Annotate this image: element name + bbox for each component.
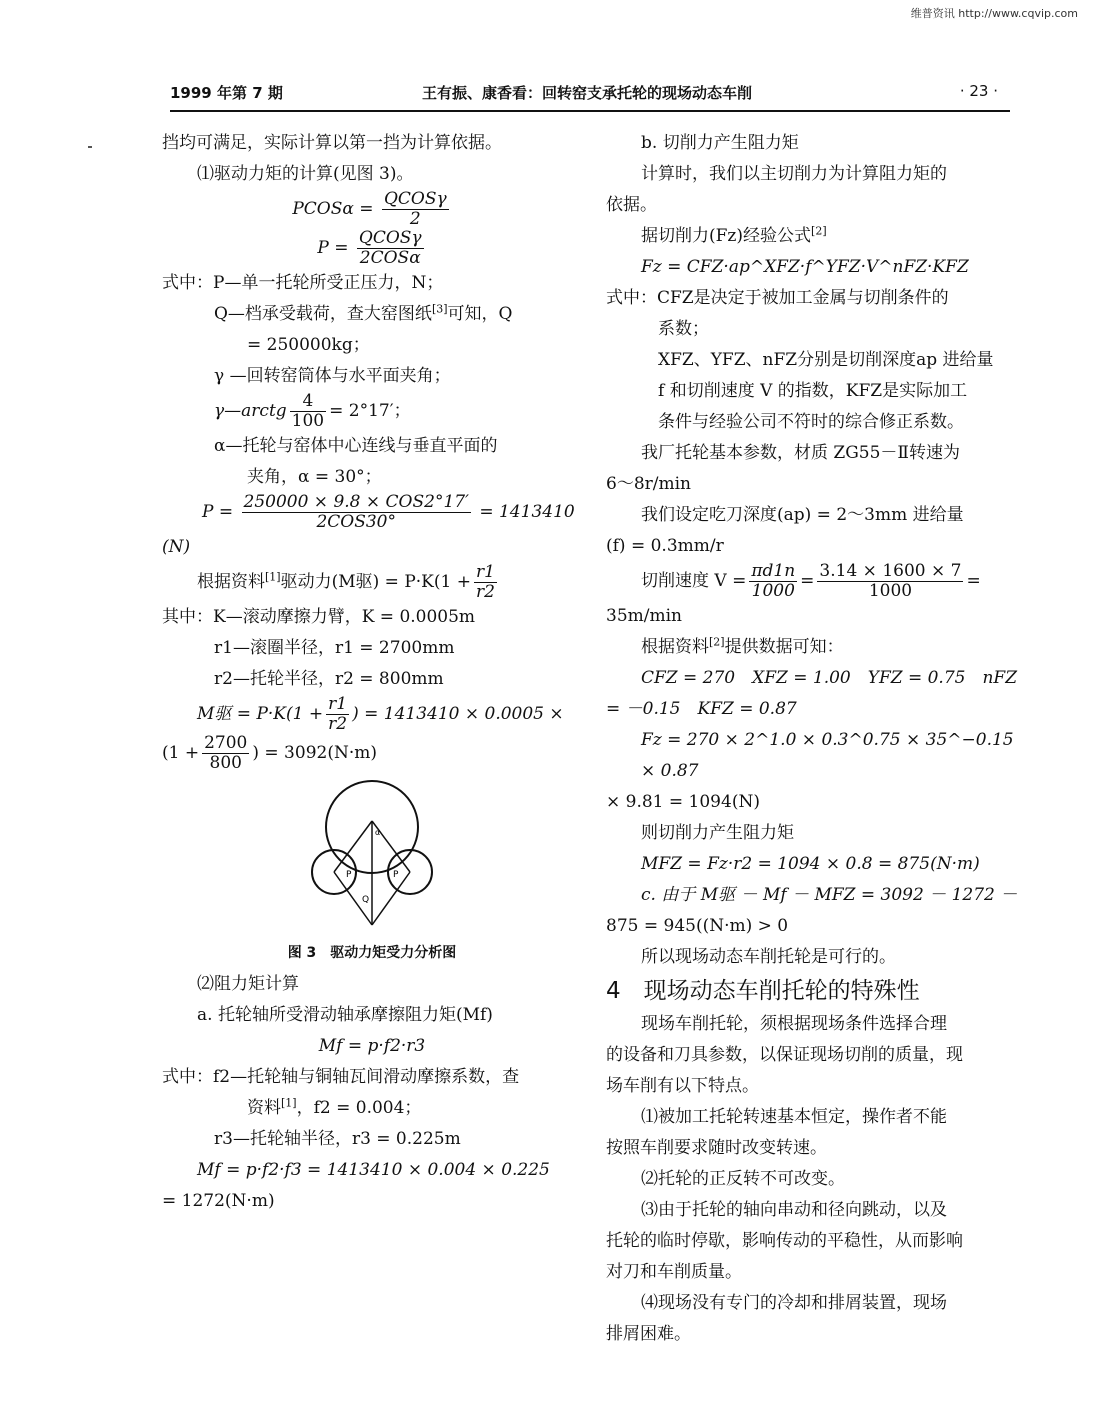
where-line: f 和切削速度 V 的指数，KFZ是实际加工 [658,381,968,401]
equation-fz-value: Fz = 270 × 2^1.0 × 0.3^0.75 × 35^−0.15 × 0.87 [641,730,1014,781]
text-line: 托轮的临时停歇，影响传动的平稳性，从而影响 [606,1231,963,1251]
m1-den: r2 [328,714,348,734]
k-line: r1—滚圈半径，r1 = 2700mm [214,638,455,658]
m2-rhs: ) = 3092(N·m) [252,743,377,763]
where-text: 资料 [247,1098,281,1118]
equation-v [606,562,1018,601]
drive-formula: 驱动力(M驱) = P·K(1 + [280,572,471,592]
gamma-den: 100 [291,411,325,431]
v-den1: 1000 [751,581,795,601]
equation-fz-result: × 9.81 = 1094(N) [606,792,760,812]
equation-balance-result: 875 = 945((N·m) > 0 [606,916,789,936]
text-span: 根据资料 [641,637,709,657]
text-line: 依据。 [606,195,657,215]
text-line: 排屑困难。 [606,1324,691,1344]
text-line: ⑷现场没有专门的冷却和排屑装置，现场 [641,1293,947,1313]
where-line: XFZ、YFZ、nFZ分别是切削深度ap 进给量 [658,350,994,370]
equation-2 [162,229,582,268]
v-num1: πd1n [751,561,796,581]
p-rhs: = 1413410 [479,502,575,522]
text-line: 计算时，我们以主切削力为计算阻力矩的 [641,164,947,184]
force-diagram [292,777,452,937]
watermark: 维普资讯 http://www.cqvip.com [910,7,1078,20]
m-drive-eq [162,695,582,734]
where-text: 可知，Q [447,304,513,324]
text-line: a. 托轮轴所受滑动轴承摩擦阻力矩(Mf) [197,1005,493,1025]
right-column [606,128,1018,1350]
coef-line: CFZ = 270 XFZ = 1.00 YFZ = 0.75 nFZ [641,668,1018,688]
citation: [2] [811,224,827,238]
page-header [170,80,1010,112]
text-line [606,632,1018,663]
citation: [1] [281,1096,297,1110]
where-line: γ —回转窑筒体与水平面夹角； [214,366,451,386]
text-line: ⑴被加工托轮转速基本恒定，操作者不能 [641,1107,947,1127]
v-lhs: 切削速度 V = [641,571,747,591]
text-line: ⑵托轮的正反转不可改变。 [641,1169,845,1189]
where-line: α—托轮与窑体中心连线与垂直平面的 [214,436,498,456]
text-line: 所以现场动态车削托轮是可行的。 [641,947,896,967]
where-line: 式中：CFZ是决定于被加工金属与切削条件的 [606,288,949,308]
section-heading: 4 现场动态车削托轮的特殊性 [606,978,920,1004]
where-text: Q—档承受载荷，查大窑图纸 [214,304,432,324]
gamma-result: = 2°17′； [329,401,411,421]
label-q: Q [362,895,370,905]
equation-fz: Fz = CFZ·ap^XFZ·f^YFZ·V^nFZ·KFZ [641,257,969,277]
equation-mfz: MFZ = Fz·r2 = 1094 × 0.8 = 875(N·m) [641,854,980,874]
text-line: 按照车削要求随时改变转速。 [606,1138,827,1158]
text-line: 对刀和车削质量。 [606,1262,742,1282]
citation: [3] [431,302,448,316]
where-line [162,1093,582,1124]
where-text: ，f2 = 0.004； [296,1098,422,1118]
label-p-left: P [346,870,352,880]
gamma-line [162,392,582,431]
m-drive-eq-cont [162,734,582,773]
text-line [606,221,1018,252]
text-line: 35m/min [606,606,682,626]
text-line: 我厂托轮基本参数，材质 ZG55－Ⅱ转速为 [641,443,960,463]
equation-balance: c. 由于 M驱 － Mf － MFZ = 3092 － 1272 － [641,885,1018,905]
where-line: 式中：f2—托轮轴与铜轴瓦间滑动摩擦系数，查 [162,1067,520,1087]
text-line: ⑶由于托轮的轴向串动和径向跳动，以及 [641,1200,947,1220]
equation-mf: Mf = p·f2·r3 [318,1036,426,1056]
m2-num: 2700 [204,733,248,753]
md-den: r2 [475,582,495,602]
equation-mf-value: Mf = p·f2·f3 = 1413410 × 0.004 × 0.225 [197,1160,550,1180]
eq2-lhs: P = [317,238,349,258]
k-line: r2—托轮半径，r2 = 800mm [214,669,444,689]
m1-num: r1 [328,694,348,714]
page-number: · 23 · [959,82,998,100]
drive-text: 根据资料 [197,572,265,592]
where-line: r3—托轮轴半径，r3 = 0.225m [214,1129,461,1149]
text-line: 的设备和刀具参数，以保证现场切削的质量，现 [606,1045,963,1065]
eq1-den: 2 [409,209,421,229]
label-p-right: P [393,870,399,880]
text-line: 现场车削托轮，须根据现场条件选择合理 [641,1014,947,1034]
subheading: ⑴驱动力矩的计算(见图 3)。 [197,164,414,184]
label-alpha: α [375,828,381,837]
text-line: 6～8r/min [606,474,691,494]
citation: [2] [709,635,725,649]
force-right [372,872,410,925]
m2-lhs: (1 + [162,743,200,763]
text-line: (f) = 0.3mm/r [606,536,724,556]
citation: [1] [265,570,281,584]
eq1-num: QCOSγ [383,189,447,209]
figure-caption: 图 3 驱动力矩受力分析图 [287,945,457,961]
gamma-num: 4 [290,392,326,412]
v-den2: 1000 [868,581,913,601]
text-span: 据切削力(Fz)经验公式 [641,226,812,246]
p-den: 2COS30° [316,512,396,532]
equation-p [162,493,582,532]
text-span: 提供数据可知： [724,637,844,657]
m2-den: 800 [209,753,242,773]
text-line: 则切削力产生阻力矩 [641,823,794,843]
line-left [334,821,372,872]
scan-speck [88,146,92,148]
running-title: 王有振、康香看：回转窑支承托轮的现场动态车削 [422,84,753,102]
text-line: 我们设定吃刀深度(ap) = 2～3mm 进给量 [641,505,964,525]
where-line [162,299,582,330]
equation-mf-result: = 1272(N·m) [162,1191,275,1211]
figure-3 [162,773,582,938]
p-unit: (N) [162,537,191,557]
v-eq: = [966,571,981,591]
v-num2: 3.14 × 1600 × 7 [819,561,962,581]
p-lhs: P = [202,502,234,522]
text-line: 挡均可满足，实际计算以第一挡为计算依据。 [162,133,502,153]
m1-lhs: M驱 = P·K(1 + [197,704,324,724]
m1-rhs: ) = 1413410 × 0.0005 × [352,704,564,724]
where-line: 条件与经验公司不符时的综合修正系数。 [658,412,964,432]
v-eq: = [800,571,815,591]
gamma-text: γ—arctg [214,401,287,421]
k-line: 其中：K—滚动摩擦力臂，K = 0.0005m [162,607,476,627]
equation-1 [162,190,582,229]
drive-moment-line [162,563,582,602]
where-line: 夹角，α = 30°； [247,467,382,487]
issue-label: 1999 年第 7 期 [170,84,283,102]
left-column [162,128,582,1217]
coef-line: = －0.15 KFZ = 0.87 [606,699,797,719]
where-line: 系数； [658,319,709,339]
text-line: 场车削有以下特点。 [606,1076,759,1096]
p-num: 250000 × 9.8 × COS2°17′ [243,492,469,512]
md-num: r1 [475,562,495,582]
where-line: 式中：P—单一托轮所受正压力，N； [162,273,444,293]
where-line: = 250000kg； [247,335,370,355]
eq2-num: QCOSγ [358,228,422,248]
subheading: b. 切削力产生阻力矩 [641,133,799,153]
subheading: ⑵阻力矩计算 [197,974,299,994]
eq1-lhs: PCOSα = [292,199,374,219]
eq2-den: 2COSα [359,248,421,268]
